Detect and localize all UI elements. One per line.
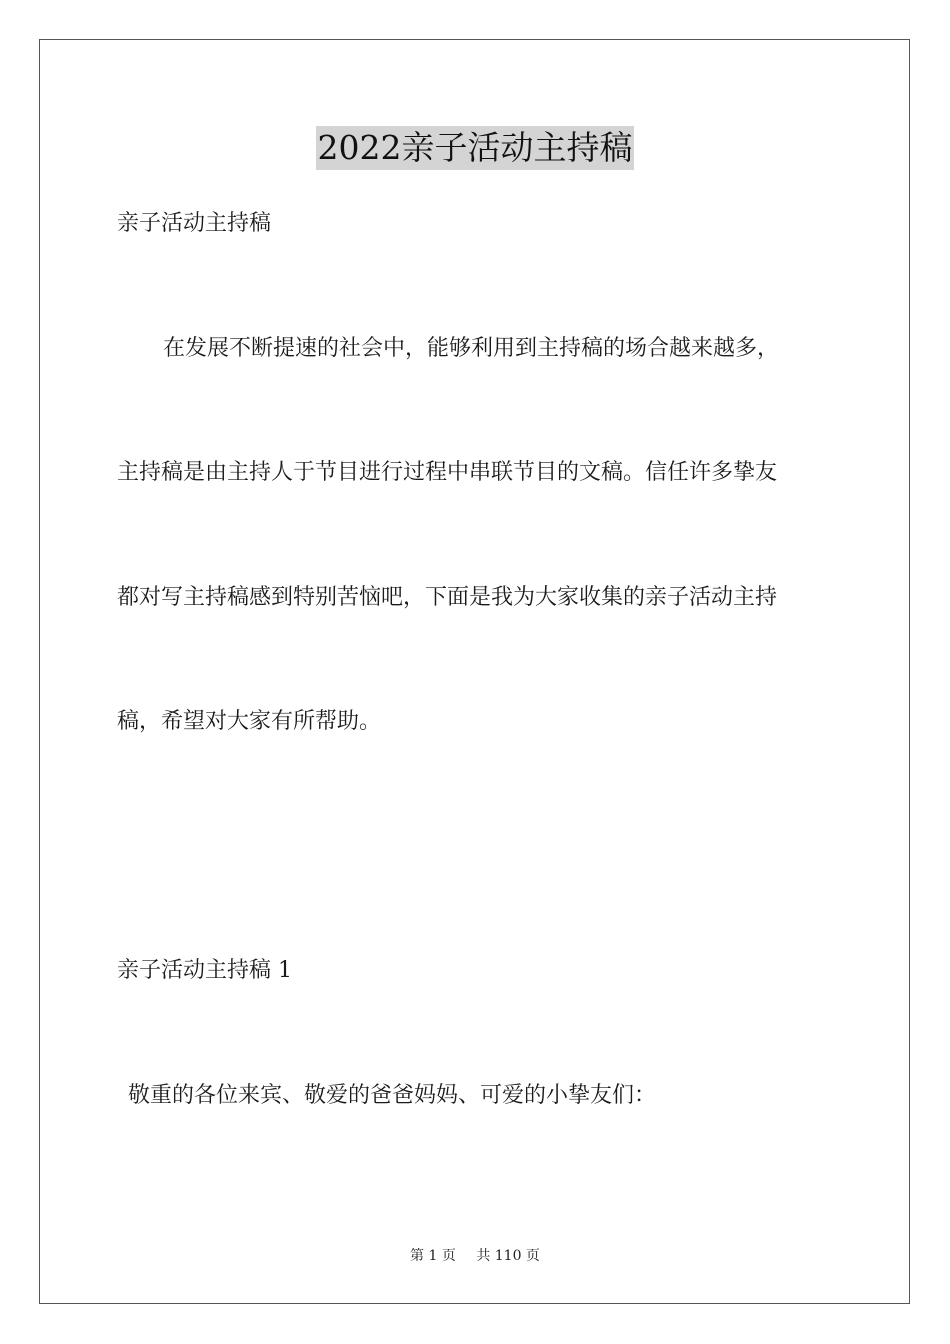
intro-line-1: 在发展不断提速的社会中，能够利用到主持稿的场合越来越多， [163,336,780,361]
intro-line-4: 稿，希望对大家有所帮助。 [117,709,382,734]
document-title: 2022亲子活动主持稿 [316,126,635,170]
intro-line-3: 都对写主持稿感到特别苦恼吧，下面是我为大家收集的亲子活动主持 [117,585,778,610]
intro-line-2: 主持稿是由主持人于节目进行过程中串联节目的文稿。信任许多挚友 [117,460,778,485]
title-container [0,126,950,170]
greeting-line: 敬重的各位来宾、敬爱的爸爸妈妈、可爱的小挚友们： [128,1083,657,1108]
document-subtitle: 亲子活动主持稿 [117,211,272,236]
page-total: 共 110 页 [476,1248,540,1264]
page-number: 第 1 页 [410,1248,456,1264]
section-heading: 亲子活动主持稿 1 [117,958,292,983]
page-footer [0,1246,950,1266]
